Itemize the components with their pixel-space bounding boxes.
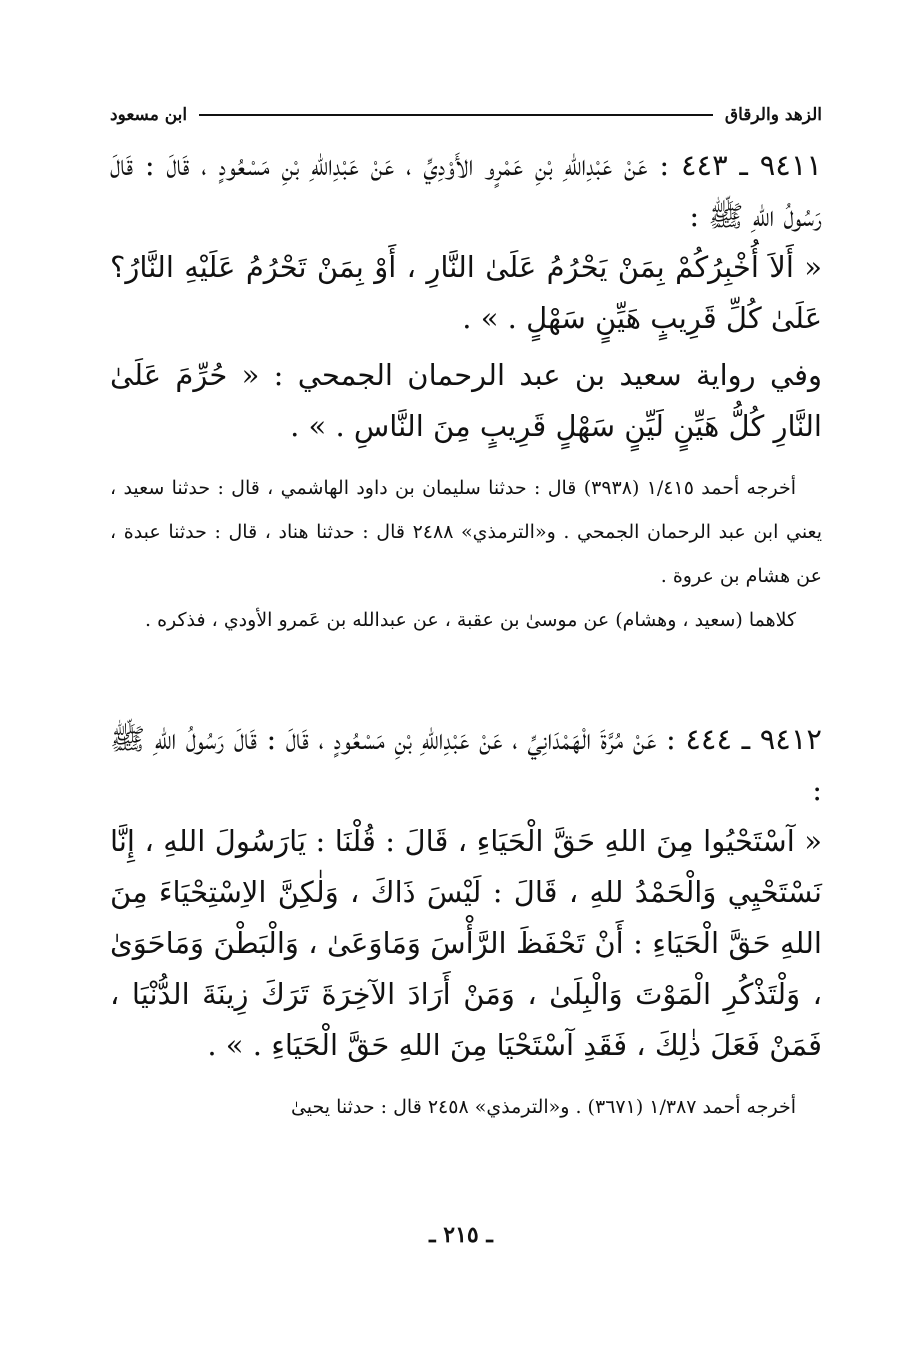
takhrij-block-9412 xyxy=(110,1085,822,1129)
hadith-heading: ٩٤١٢ ـ ٤٤٤ : عَنْ مُرَّةَ الْهَمْدَانِيِّ ، عَنْ عَبْدِاللهِ بْنِ مَسْعُودٍ ، قَالَ : قَالَ رَسُولُ اللهِ ﷺ : xyxy=(110,722,822,807)
hadith-heading: ٩٤١١ ـ ٤٤٣ : عَنْ عَبْدِاللهِ بْنِ عَمْرٍو الأَوْدِيِّ ، عَنْ عَبْدِاللهِ بْنِ مَسْعُودٍ ، قَالَ : قَالَ رَسُولُ اللهِ ﷺ : xyxy=(110,148,822,233)
takhrij-paragraph: أخرجه أحمد ١/٣٨٧ (٣٦٧١) . و«الترمذي» ٢٤٥٨ قال : حدثنا يحيىٰ xyxy=(290,1096,796,1118)
hadith-entry-9411 xyxy=(110,140,822,452)
entry-separator xyxy=(110,642,822,714)
takhrij-block-9411 xyxy=(110,466,822,642)
hadith-variant-narration: وفي رواية سعيد بن عبد الرحمان الجمحي : « حُرِّمَ عَلَىٰ النَّارِ كُلُّ هَيِّنٍ لَيِّنٍ سَهْلٍ قَرِيبٍ مِنَ النَّاسِ . » . xyxy=(110,358,822,443)
header-section-title: ابن مسعود xyxy=(110,105,188,125)
hadith-text: « آسْتَحْيُوا مِنَ اللهِ حَقَّ الْحَيَاءِ ، قَالَ : قُلْنَا : يَارَسُولَ اللهِ ، إِنَّا نَسْتَحْيِي وَالْحَمْدُ للهِ ، قَالَ : لَيْسَ ذَاكَ ، وَلٰكِنَّ الاِسْتِحْيَاءَ مِنَ اللهِ حَقَّ الْحَيَاءِ : أَنْ تَحْفَظَ الرَّأْسَ وَمَاوَعَىٰ ، وَالْبَطْنَ وَمَاحَوَىٰ ، وَلْتَذْكُرِ الْمَوْتَ وَالْبِلَىٰ ، وَمَنْ أَرَادَ الآخِرَةَ تَرَكَ زِينَةَ الدُّنْيَا ، فَمَنْ فَعَلَ ذٰلِكَ ، فَقَدِ آسْتَحْيَا مِنَ اللهِ حَقَّ الْحَيَاءِ . » . xyxy=(110,824,822,1062)
running-header xyxy=(110,100,822,130)
takhrij-paragraph: كلاهما (سعيد ، وهشام) عن موسىٰ بن عقبة ، عن عبدالله بن عَمرو الأودي ، فذكره . xyxy=(144,609,796,631)
hadith-entry-9412 xyxy=(110,714,822,1071)
page-number: ـ ٢١٥ ـ xyxy=(429,1222,493,1248)
page-body xyxy=(110,140,822,1129)
header-chapter-title: الزهد والرقاق xyxy=(724,105,822,125)
takhrij-paragraph: أخرجه أحمد ١/٤١٥ (٣٩٣٨) قال : حدثنا سليمان بن داود الهاشمي ، قال : حدثنا سعيد ، يعني ابن عبد الرحمان الجمحي . و«الترمذي» ٢٤٨٨ قال : حدثنا هناد ، قال : حدثنا عبدة ، عن هشام بن عروة . xyxy=(110,477,823,587)
header-rule xyxy=(199,114,713,116)
hadith-text: « أَلاَ أُخْبِرُكُمْ بِمَنْ يَحْرُمُ عَلَىٰ النَّارِ ، أَوْ بِمَنْ تَحْرُمُ عَلَيْهِ النَّارُ؟ عَلَىٰ كُلِّ قَرِيبٍ هَيِّنٍ سَهْلٍ . » . xyxy=(110,250,822,335)
